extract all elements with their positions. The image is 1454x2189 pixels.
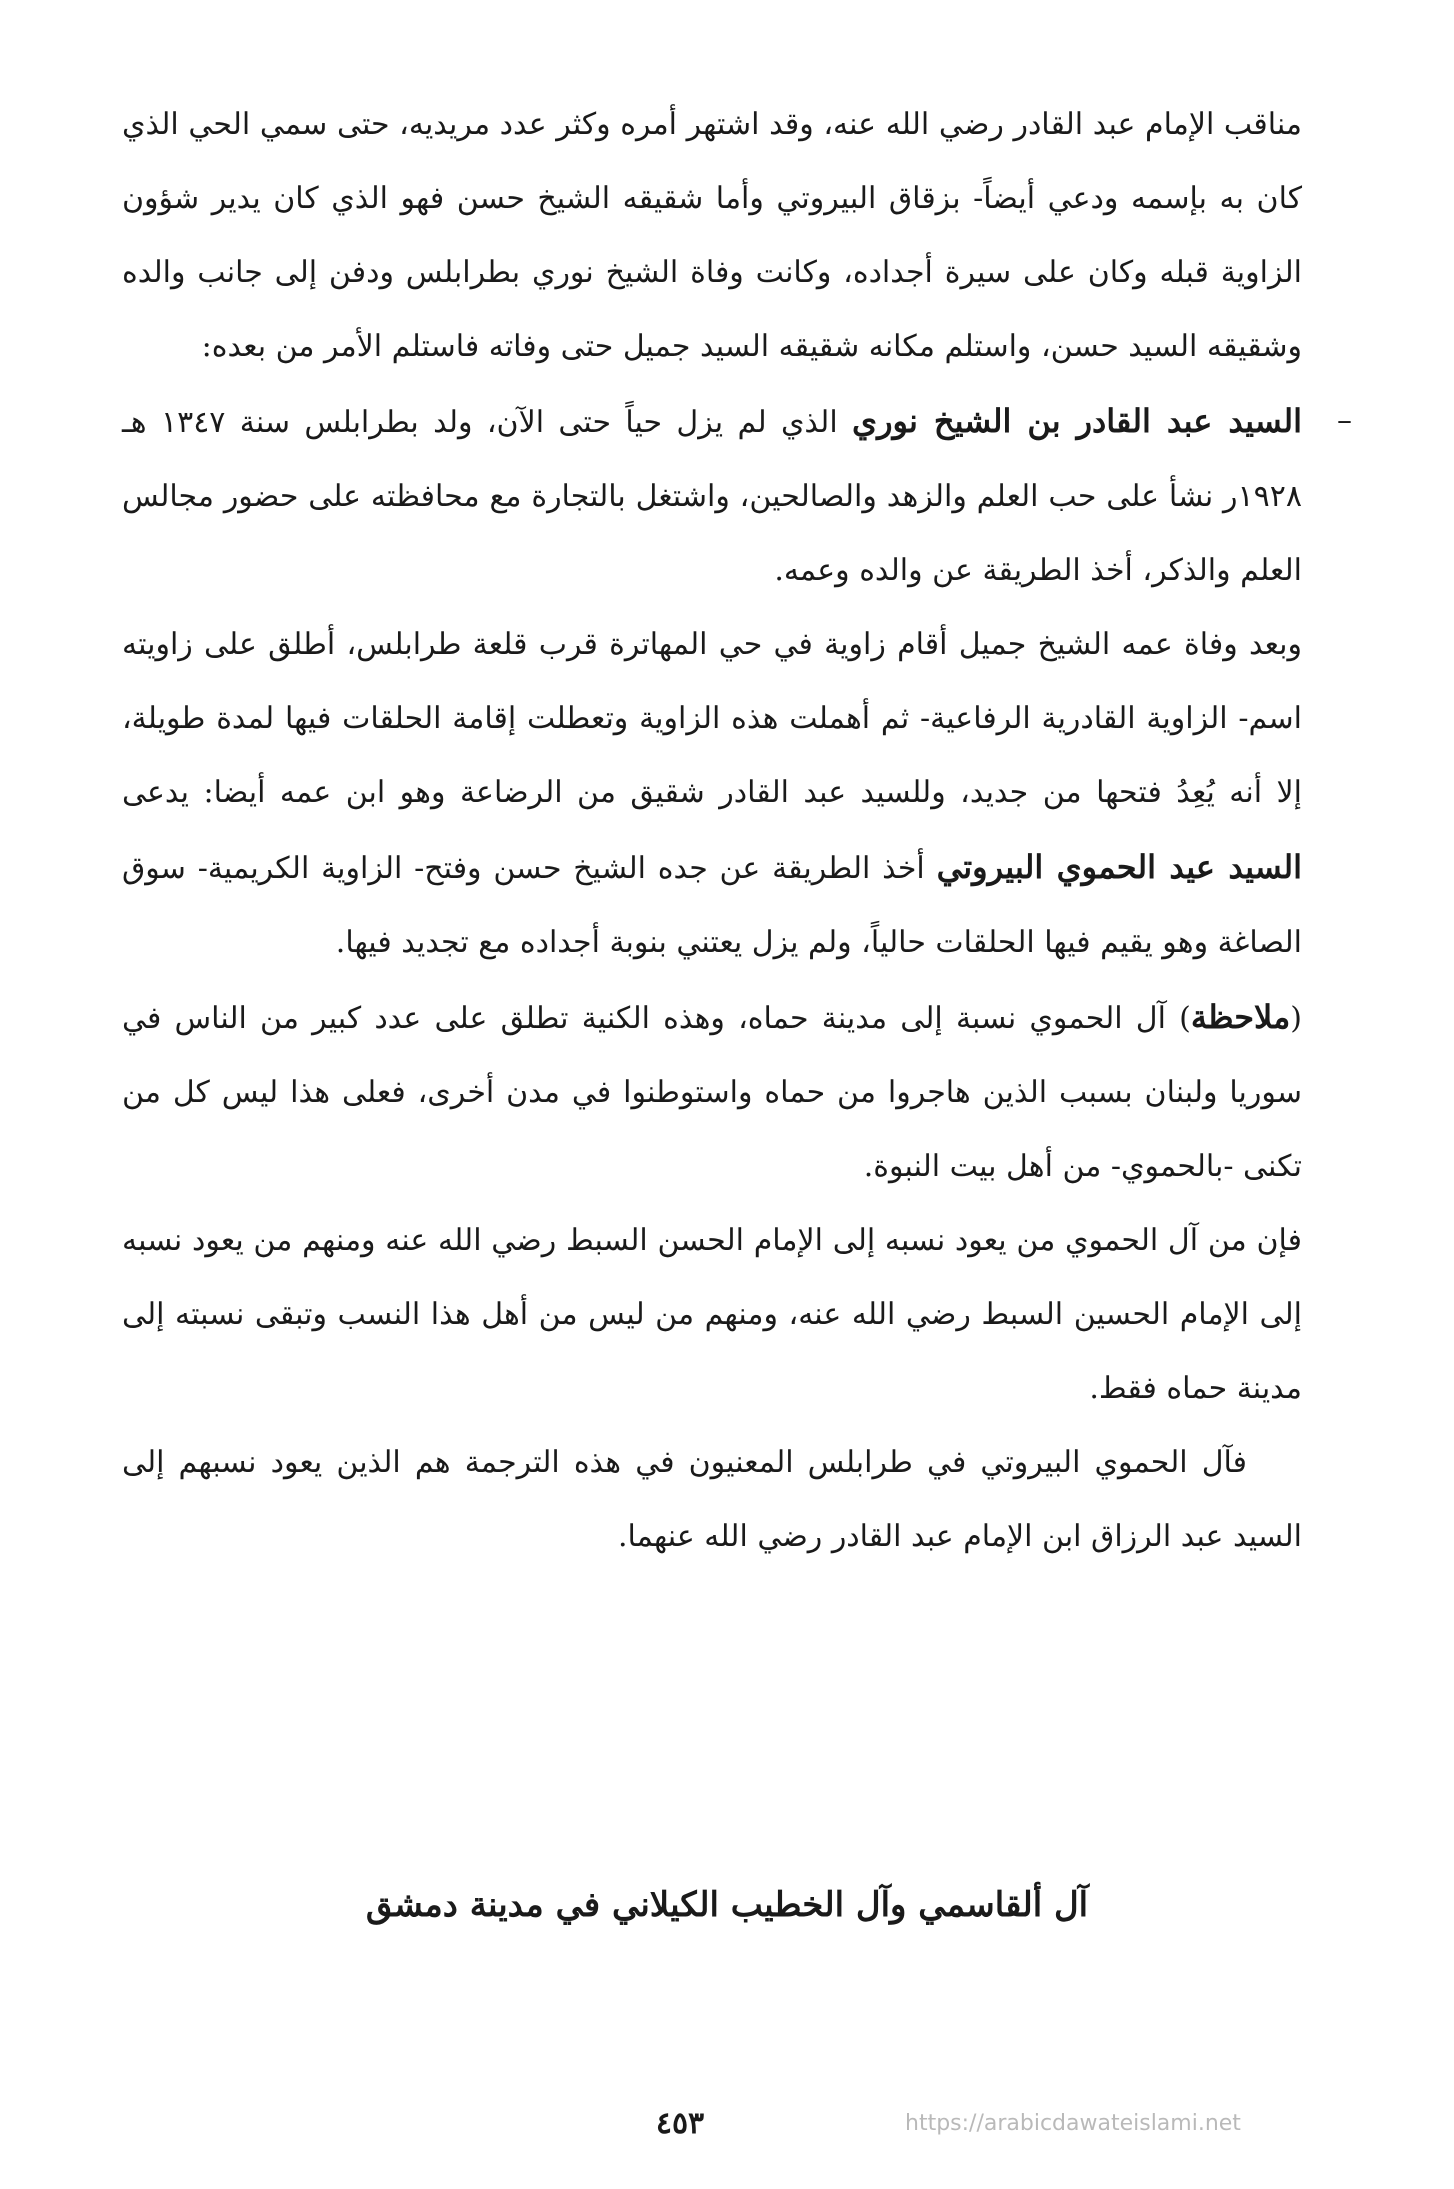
paragraph-1 — [122, 88, 1302, 384]
paragraph-note — [122, 980, 1302, 1204]
note-close-paren: ) — [1179, 1001, 1191, 1036]
note-label: ملاحظة — [1190, 998, 1291, 1036]
watermark-url: https://arabicdawateislami.net — [905, 2111, 1241, 2136]
paragraph-5 — [122, 1204, 1302, 1426]
paragraph-6 — [122, 1426, 1302, 1574]
note-text: آل الحموي نسبة إلى مدينة حماه، وهذه الكنية تطلق على عدد كبير من الناس في سوريا ولبنان بسبب الذين هاجروا من حماه واستوطنوا في مدن أخرى، فعلى هذا ليس كل من تكنى -بالحموي- من أهل بيت النبوة. — [122, 1001, 1302, 1184]
bold-name-abdulqadir: السيد عبد القادر بن الشيخ نوري — [852, 402, 1302, 440]
paragraph-6-text: فآل الحموي البيروتي في طرابلس المعنيون في هذه الترجمة هم الذين يعود نسبهم إلى السيد عبد الرزاق ابن الإمام عبد القادر رضي الله عنهما. — [122, 1445, 1302, 1554]
paragraph-1-text: مناقب الإمام عبد القادر رضي الله عنه، وقد اشتهر أمره وكثر عدد مريديه، حتى سمي الحي الذي كان به بإسمه ودعي أيضاً- بزقاق البيروتي وأما شقيقه الشيخ حسن فهو الذي كان يدير شؤون الزاوية قبله وكان على سيرة أجداده، وكانت وفاة الشيخ نوري بطرابلس ودفن إلى جانب والده وشقيقه السيد حسن، واستلم مكانه شقيقه السيد جميل حتى وفاته فاستلم الأمر من بعده: — [122, 107, 1302, 364]
paragraph-2-text: الذي لم يزل حياً حتى الآن، ولد بطرابلس سنة ١٣٤٧ هـ ١٩٢٨ر نشأ على حب العلم والزهد والصالحين، واشتغل بالتجارة مع محافظته على حضور مجالس العلم والذكر، أخذ الطريقة عن والده وعمه. — [122, 405, 1302, 588]
paragraph-5-text: فإن من آل الحموي من يعود نسبه إلى الإمام الحسن السبط رضي الله عنه ومنهم من يعود نسبه إلى الإمام الحسين السبط رضي الله عنه، ومنهم من ليس من أهل هذا النسب وتبقى نسبته إلى مدينة حماه فقط. — [122, 1223, 1302, 1406]
bullet-dash: – — [1337, 403, 1352, 438]
paragraph-3-text-after: أخذ الطريقة عن جده الشيخ حسن وفتح- الزاوية الكريمية- سوق الصاغة وهو يقيم فيها الحلقات حالياً، ولم يزل يعتني بنوبة أجداده مع تجديد فيها. — [122, 851, 1302, 960]
paragraph-2-bullet-item — [122, 384, 1352, 608]
section-heading: آل ألقاسمي وآل الخطيب الكيلاني في مدينة دمشق — [365, 1885, 1089, 1925]
bold-name-eid-hamawi: السيد عيد الحموي البيروتي — [936, 848, 1302, 886]
note-open-paren: ( — [1290, 1001, 1302, 1036]
paragraph-3-text-before: وبعد وفاة عمه الشيخ جميل أقام زاوية في حي المهاترة قرب قلعة طرابلس، أطلق على زاويته اسم- الزاوية القادرية الرفاعية- ثم أهملت هذه الزاوية وتعطلت إقامة الحلقات فيها لمدة طويلة، إلا أنه يُعِدُ فتحها من جديد، وللسيد عبد القادر شقيق من الرضاعة وهو ابن عمه أيضا: يدعى — [122, 627, 1302, 810]
body-text — [122, 88, 1352, 1574]
paragraph-3 — [122, 608, 1302, 980]
page-number: ٤٥٣ — [655, 2106, 705, 2141]
